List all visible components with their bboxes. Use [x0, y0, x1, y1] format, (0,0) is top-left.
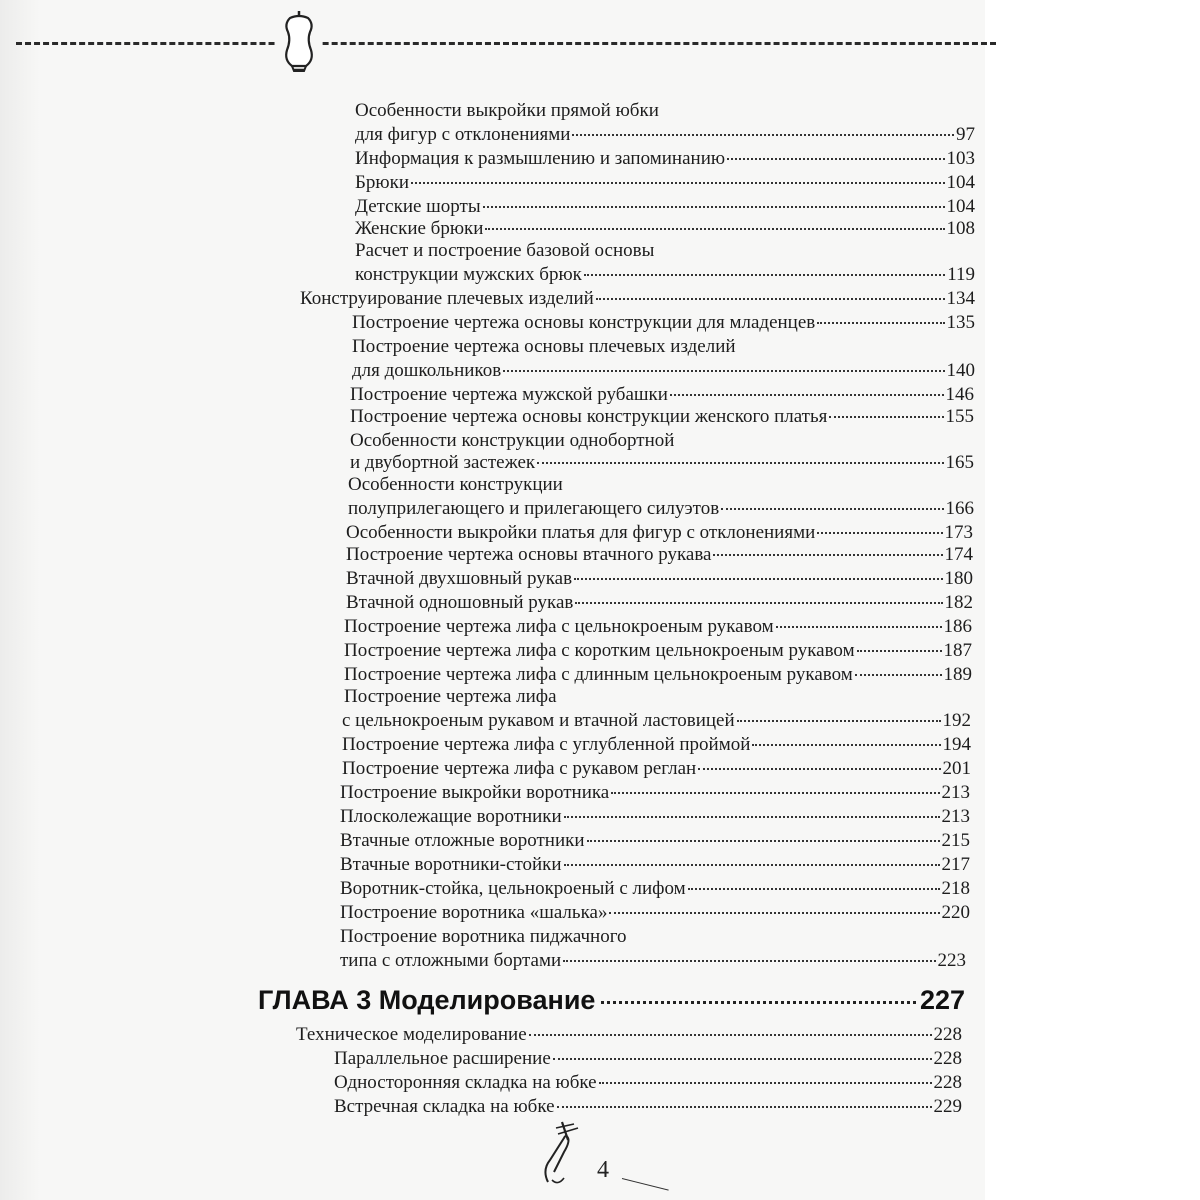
- toc-entry-title: Информация к размышлению и запоминанию: [355, 148, 726, 169]
- toc-entry-title: Особенности выкройки платья для фигур с отклонениями: [346, 522, 816, 543]
- toc-entry-page: 165: [945, 452, 974, 473]
- toc-entry: [350, 384, 974, 406]
- toc-entry: [355, 196, 975, 218]
- toc-entry-title: Построение чертежа лифа с длинным цельнокроеным рукавом: [344, 664, 853, 685]
- toc-entry: [346, 568, 973, 590]
- toc-entry: [352, 360, 975, 382]
- toc-entry-title: Построение чертежа лифа: [344, 686, 557, 707]
- toc-entry-title: Построение чертежа лифа с рукавом реглан: [342, 758, 697, 779]
- toc-entry: [344, 616, 972, 638]
- toc-entry-title: Втачные отложные воротники: [340, 830, 585, 851]
- toc-entry-title: Построение воротника пиджачного: [340, 926, 627, 947]
- toc-entry-page: 108: [946, 218, 975, 239]
- toc-leader-dots: [529, 1034, 932, 1036]
- toc-entry: [355, 124, 975, 146]
- toc-entry-title: Односторонняя складка на юбке: [334, 1072, 597, 1093]
- toc-entry-page: 213: [941, 782, 970, 803]
- toc-entry-page: 223: [937, 950, 966, 971]
- toc-entry: [340, 950, 966, 972]
- toc-entry-title: Построение чертежа основы конструкции женского платья: [350, 406, 828, 427]
- toc-leader-dots: [564, 864, 940, 866]
- toc-entry-page: 146: [945, 384, 974, 405]
- toc-entry-page: 201: [942, 758, 971, 779]
- toc-entry: [355, 218, 975, 240]
- chapter-heading: [258, 985, 965, 1016]
- toc-leader-dots: [485, 228, 944, 230]
- toc-entry: [334, 1048, 962, 1070]
- toc-entry: [340, 830, 970, 852]
- chapter-title: ГЛАВА 3 Моделирование: [258, 985, 596, 1015]
- toc-entry-page: 97: [956, 124, 975, 145]
- toc-entry: [346, 544, 973, 566]
- toc-entry: [350, 406, 974, 428]
- toc-leader-dots: [688, 888, 940, 890]
- toc-entry-title: Построение чертежа мужской рубашки: [350, 384, 668, 405]
- toc-leader-dots: [553, 1058, 932, 1060]
- toc-entry: [340, 782, 970, 804]
- toc-leader-dots: [557, 1106, 932, 1108]
- toc-leader-dots: [698, 768, 940, 770]
- toc-entry-page: 228: [933, 1048, 962, 1069]
- toc-leader-dots: [829, 416, 943, 418]
- toc-entry: [344, 664, 972, 686]
- toc-entry-title: Построение выкройки воротника: [340, 782, 610, 803]
- toc-leader-dots: [670, 394, 944, 396]
- toc-entry: [350, 430, 674, 452]
- toc-entry: [342, 734, 971, 756]
- toc-leader-dots: [537, 462, 943, 464]
- page-number: 4: [597, 1157, 609, 1183]
- toc-entry-page: 173: [944, 522, 973, 543]
- toc-leader-dots: [599, 1082, 932, 1084]
- toc-entry-title: Втачной двухшовный рукав: [346, 568, 573, 589]
- toc-leader-dots: [855, 674, 942, 676]
- toc-entry: [344, 640, 972, 662]
- toc-entry-page: 174: [944, 544, 973, 565]
- toc-entry: [334, 1072, 962, 1094]
- toc-entry-title: Конструирование плечевых изделий: [300, 288, 594, 309]
- toc-entry-title: Построение чертежа основы плечевых изделий: [352, 336, 736, 357]
- toc-entry-title: Построение воротника «шалька»: [340, 902, 608, 923]
- toc-leader-dots: [611, 792, 939, 794]
- toc-leader-dots: [483, 206, 945, 208]
- toc-entry-title: с цельнокроеным рукавом и втачной ластовицей: [342, 710, 735, 731]
- toc-leader-dots: [411, 182, 944, 184]
- toc-entry: [352, 312, 975, 334]
- toc-leader-dots: [776, 626, 942, 628]
- toc-leader-dots: [817, 322, 944, 324]
- toc-leader-dots: [575, 602, 942, 604]
- toc-entry: [355, 264, 975, 286]
- toc-entry-title: полуприлегающего и прилегающего силуэтов: [348, 498, 720, 519]
- toc-entry-page: 194: [942, 734, 971, 755]
- toc-entry: [355, 100, 659, 122]
- toc-entry: [355, 240, 654, 262]
- toc-entry: [342, 758, 971, 780]
- toc-entry-title: Воротник-стойка, цельнокроеный с лифом: [340, 878, 686, 899]
- toc-leader-dots: [721, 508, 943, 510]
- toc-entry: [346, 522, 973, 544]
- toc-entry-page: 228: [933, 1024, 962, 1045]
- toc-leader-dots: [587, 840, 940, 842]
- toc-leader-dots: [563, 960, 935, 962]
- toc-entry-title: типа с отложными бортами: [340, 950, 562, 971]
- toc-leader-dots: [503, 370, 944, 372]
- toc-entry-title: Втачные воротники-стойки: [340, 854, 562, 875]
- chapter-page: 227: [919, 985, 965, 1015]
- toc-entry-page: 135: [946, 312, 975, 333]
- toc-entry: [340, 806, 970, 828]
- toc-entry-title: Построение чертежа основы конструкции для младенцев: [352, 312, 816, 333]
- toc-entry-page: 103: [946, 148, 975, 169]
- toc-entry-page: 215: [941, 830, 970, 851]
- toc-entry-page: 192: [942, 710, 971, 731]
- toc-entry-title: и двубортной застежек: [350, 452, 536, 473]
- toc-entry-page: 155: [945, 406, 974, 427]
- chapter-leader-dots: [601, 1001, 915, 1004]
- toc-entry-title: Построение чертежа лифа с цельнокроеным рукавом: [344, 616, 774, 637]
- toc-entry-title: для дошкольников: [352, 360, 502, 381]
- toc-entry-page: 228: [933, 1072, 962, 1093]
- toc-leader-dots: [737, 720, 941, 722]
- toc-entry-title: Особенности конструкции однобортной: [350, 430, 675, 451]
- toc-leader-dots: [572, 134, 954, 136]
- toc-entry-page: 229: [933, 1096, 962, 1117]
- toc-leader-dots: [752, 744, 940, 746]
- toc-entry: [352, 336, 736, 358]
- toc-leader-dots: [817, 532, 942, 534]
- toc-entry-title: Расчет и построение базовой основы: [355, 240, 655, 261]
- toc-entry-title: Параллельное расширение: [334, 1048, 551, 1069]
- toc-entry-title: Брюки: [355, 172, 410, 193]
- toc-entry: [340, 926, 627, 948]
- toc-entry: [340, 902, 970, 924]
- toc-entry-page: 182: [944, 592, 973, 613]
- toc-entry-page: 213: [941, 806, 970, 827]
- toc-entry: [344, 686, 557, 708]
- toc-leader-dots: [727, 158, 944, 160]
- toc-entry-title: Детские шорты: [355, 196, 481, 217]
- toc-entry-title: Особенности конструкции: [348, 474, 563, 495]
- toc-entry-page: 186: [943, 616, 972, 637]
- needle-thread-icon: [538, 1120, 598, 1190]
- toc-entry: [296, 1024, 962, 1046]
- toc-entry-page: 166: [945, 498, 974, 519]
- toc-leader-dots: [564, 816, 940, 818]
- toc-entry-title: Построение чертежа лифа с углубленной проймой: [342, 734, 751, 755]
- toc-entry: [355, 148, 975, 170]
- toc-entry-page: 104: [946, 172, 975, 193]
- toc-entry-page: 140: [946, 360, 975, 381]
- toc-leader-dots: [857, 650, 942, 652]
- toc-entry-page: 217: [941, 854, 970, 875]
- toc-entry-page: 220: [941, 902, 970, 923]
- toc-leader-dots: [584, 274, 945, 276]
- toc-entry-title: конструкции мужских брюк: [355, 264, 582, 285]
- toc-entry: [348, 474, 563, 496]
- toc-entry: [340, 878, 970, 900]
- toc-entry: [350, 452, 974, 474]
- toc-entry: [334, 1096, 962, 1118]
- toc-entry-page: 134: [946, 288, 975, 309]
- toc-entry-title: Техническое моделирование: [296, 1024, 527, 1045]
- toc-entry: [342, 710, 971, 732]
- toc-entry: [340, 854, 970, 876]
- toc-leader-dots: [574, 578, 942, 580]
- toc-entry-title: Женские брюки: [355, 218, 484, 239]
- toc-entry: [355, 172, 975, 194]
- toc-entry: [346, 592, 973, 614]
- toc-leader-dots: [596, 298, 945, 300]
- toc-leader-dots: [609, 912, 939, 914]
- toc-entry-page: 104: [946, 196, 975, 217]
- toc-entry-page: 119: [947, 264, 975, 285]
- toc-entry-title: Плосколежащие воротники: [340, 806, 562, 827]
- toc-entry-title: Втачной одношовный рукав: [346, 592, 574, 613]
- toc-entry-page: 218: [941, 878, 970, 899]
- toc-entry-title: Построение чертежа основы втачного рукава: [346, 544, 712, 565]
- toc-entry-title: Построение чертежа лифа с коротким цельнокроеным рукавом: [344, 640, 855, 661]
- toc-entry-title: Встречная складка на юбке: [334, 1096, 555, 1117]
- toc-entry: [348, 498, 974, 520]
- toc-entry-title: для фигур с отклонениями: [355, 124, 571, 145]
- toc-entry-title: Особенности выкройки прямой юбки: [355, 100, 659, 121]
- toc-entry-page: 180: [944, 568, 973, 589]
- toc-entry-page: 189: [943, 664, 972, 685]
- toc-leader-dots: [713, 554, 942, 556]
- toc-entry: [300, 288, 975, 310]
- toc-entry-page: 187: [943, 640, 972, 661]
